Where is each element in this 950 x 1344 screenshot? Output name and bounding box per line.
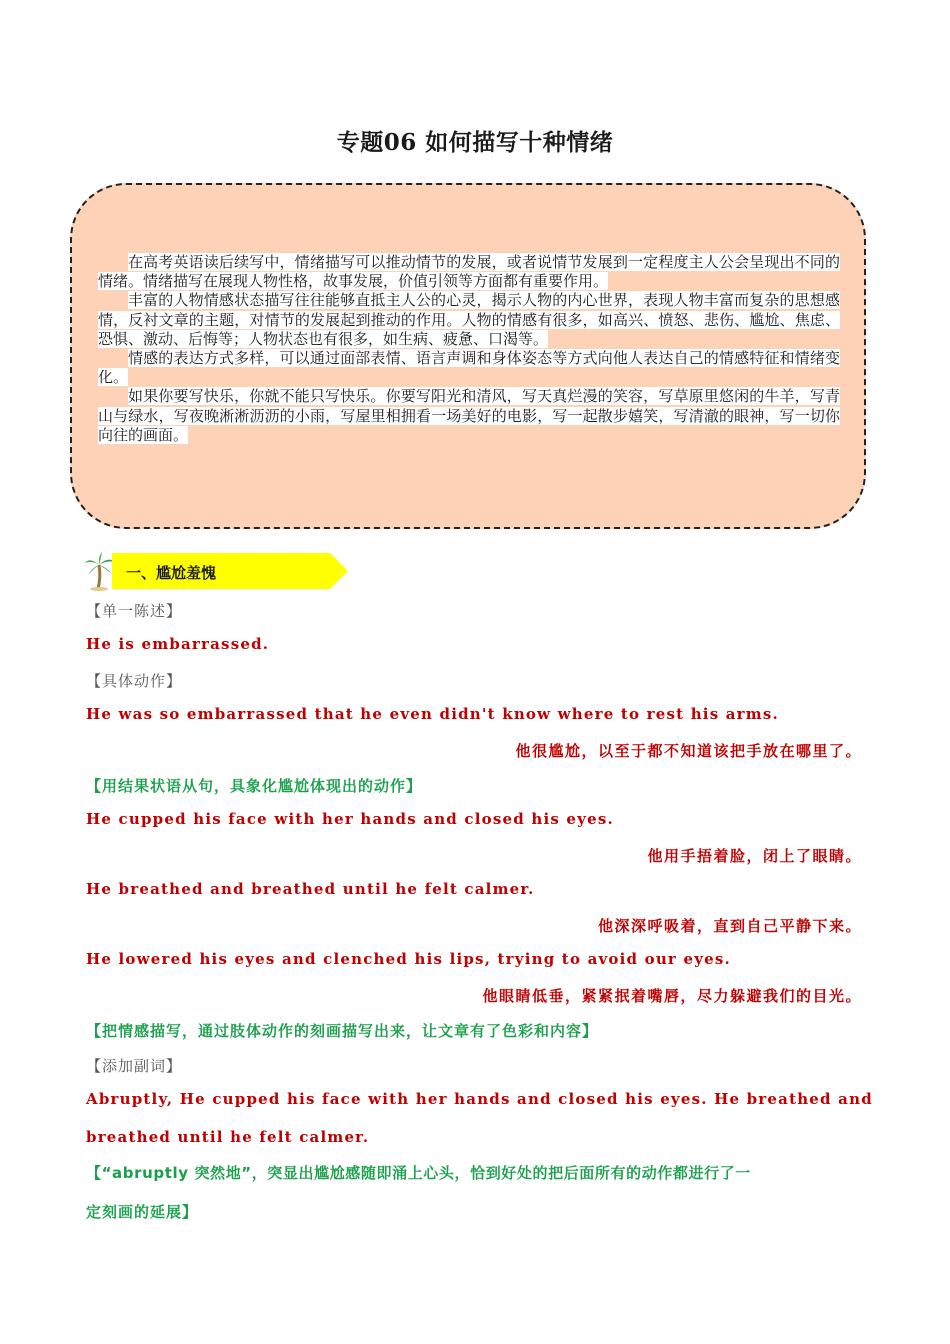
chinese-translation-4: 他深深呼吸着，直到自己平静下来。 [597, 917, 862, 935]
section-heading [84, 551, 284, 591]
chinese-translation-2: 他很尴尬，以至于都不知道该把手放在哪里了。 [515, 742, 862, 760]
page-title: 专题06 如何描写十种情绪 [336, 129, 614, 156]
chinese-translation-5: 他眼睛低垂，紧紧抿着嘴唇，尽力躲避我们的目光。 [482, 987, 862, 1005]
english-sentence-1: He is embarrassed. [86, 635, 270, 653]
chinese-translation-3: 他用手捂着脸，闭上了眼睛。 [647, 847, 862, 865]
english-sentence-6-line-1: Abruptly, He cupped his face with her hands and closed his eyes. He breathed and [86, 1090, 873, 1108]
intro-paragraph-2: 丰富的人物情感状态描写往往能够直抵主人公的心灵，揭示人物的内心世界，表现人物丰富而复杂的思想感情，反衬文章的主题，对情节的发展起到推动的作用。人物的情感有很多，如高兴、愤怒、悲伤、尴尬、焦虑、恐惧、激动、后悔等；人物状态也有很多，如生病、疲惫、口渴等。 [98, 291, 840, 348]
intro-paragraph-1: 在高考英语读后续写中，情绪描写可以推动情节的发展，或者说情节发展到一定程度主人公会呈现出不同的情绪。情绪描写在展现人物性格，故事发展，价值引领等方面都有重要作用。 [98, 253, 840, 291]
section-label: 一、尴尬羞愧 [126, 564, 217, 582]
note-1: 【用结果状语从句，具象化尴尬体现出的动作】 [86, 777, 423, 795]
english-sentence-6-line-2: breathed until he felt calmer. [86, 1128, 370, 1146]
heading-specific-action: 【具体动作】 [86, 672, 183, 690]
english-sentence-5: He lowered his eyes and clenched his lips, trying to avoid our eyes. [86, 950, 731, 968]
note-3-line-1: 【“abruptly 突然地”，突显出尴尬感随即涌上心头，恰到好处的把后面所有的动作都进行了一 [86, 1164, 751, 1182]
english-sentence-3: He cupped his face with her hands and closed his eyes. [86, 810, 614, 828]
heading-single-statement: 【单一陈述】 [86, 602, 183, 620]
intro-paragraph-3: 情感的表达方式多样，可以通过面部表情、语言声调和身体姿态等方式向他人表达自己的情感特征和情绪变化。 [98, 349, 840, 387]
note-2: 【把情感描写，通过肢体动作的刻画描写出来，让文章有了色彩和内容】 [86, 1022, 599, 1040]
note-3-line-2: 定刻画的延展】 [86, 1203, 199, 1221]
english-sentence-4: He breathed and breathed until he felt calmer. [86, 880, 535, 898]
intro-paragraph-4: 如果你要写快乐，你就不能只写快乐。你要写阳光和清风，写天真烂漫的笑容，写草原里悠闲的牛羊，写青山与绿水，写夜晚淅淅沥沥的小雨，写屋里相拥看一场美好的电影，写一起散步嬉笑，写清澈的眼神，写一切你向往的画面。 [98, 387, 840, 444]
heading-add-adverb: 【添加副词】 [86, 1057, 183, 1075]
english-sentence-2: He was so embarrassed that he even didn't know where to rest his arms. [86, 705, 779, 723]
intro-text [98, 253, 840, 445]
